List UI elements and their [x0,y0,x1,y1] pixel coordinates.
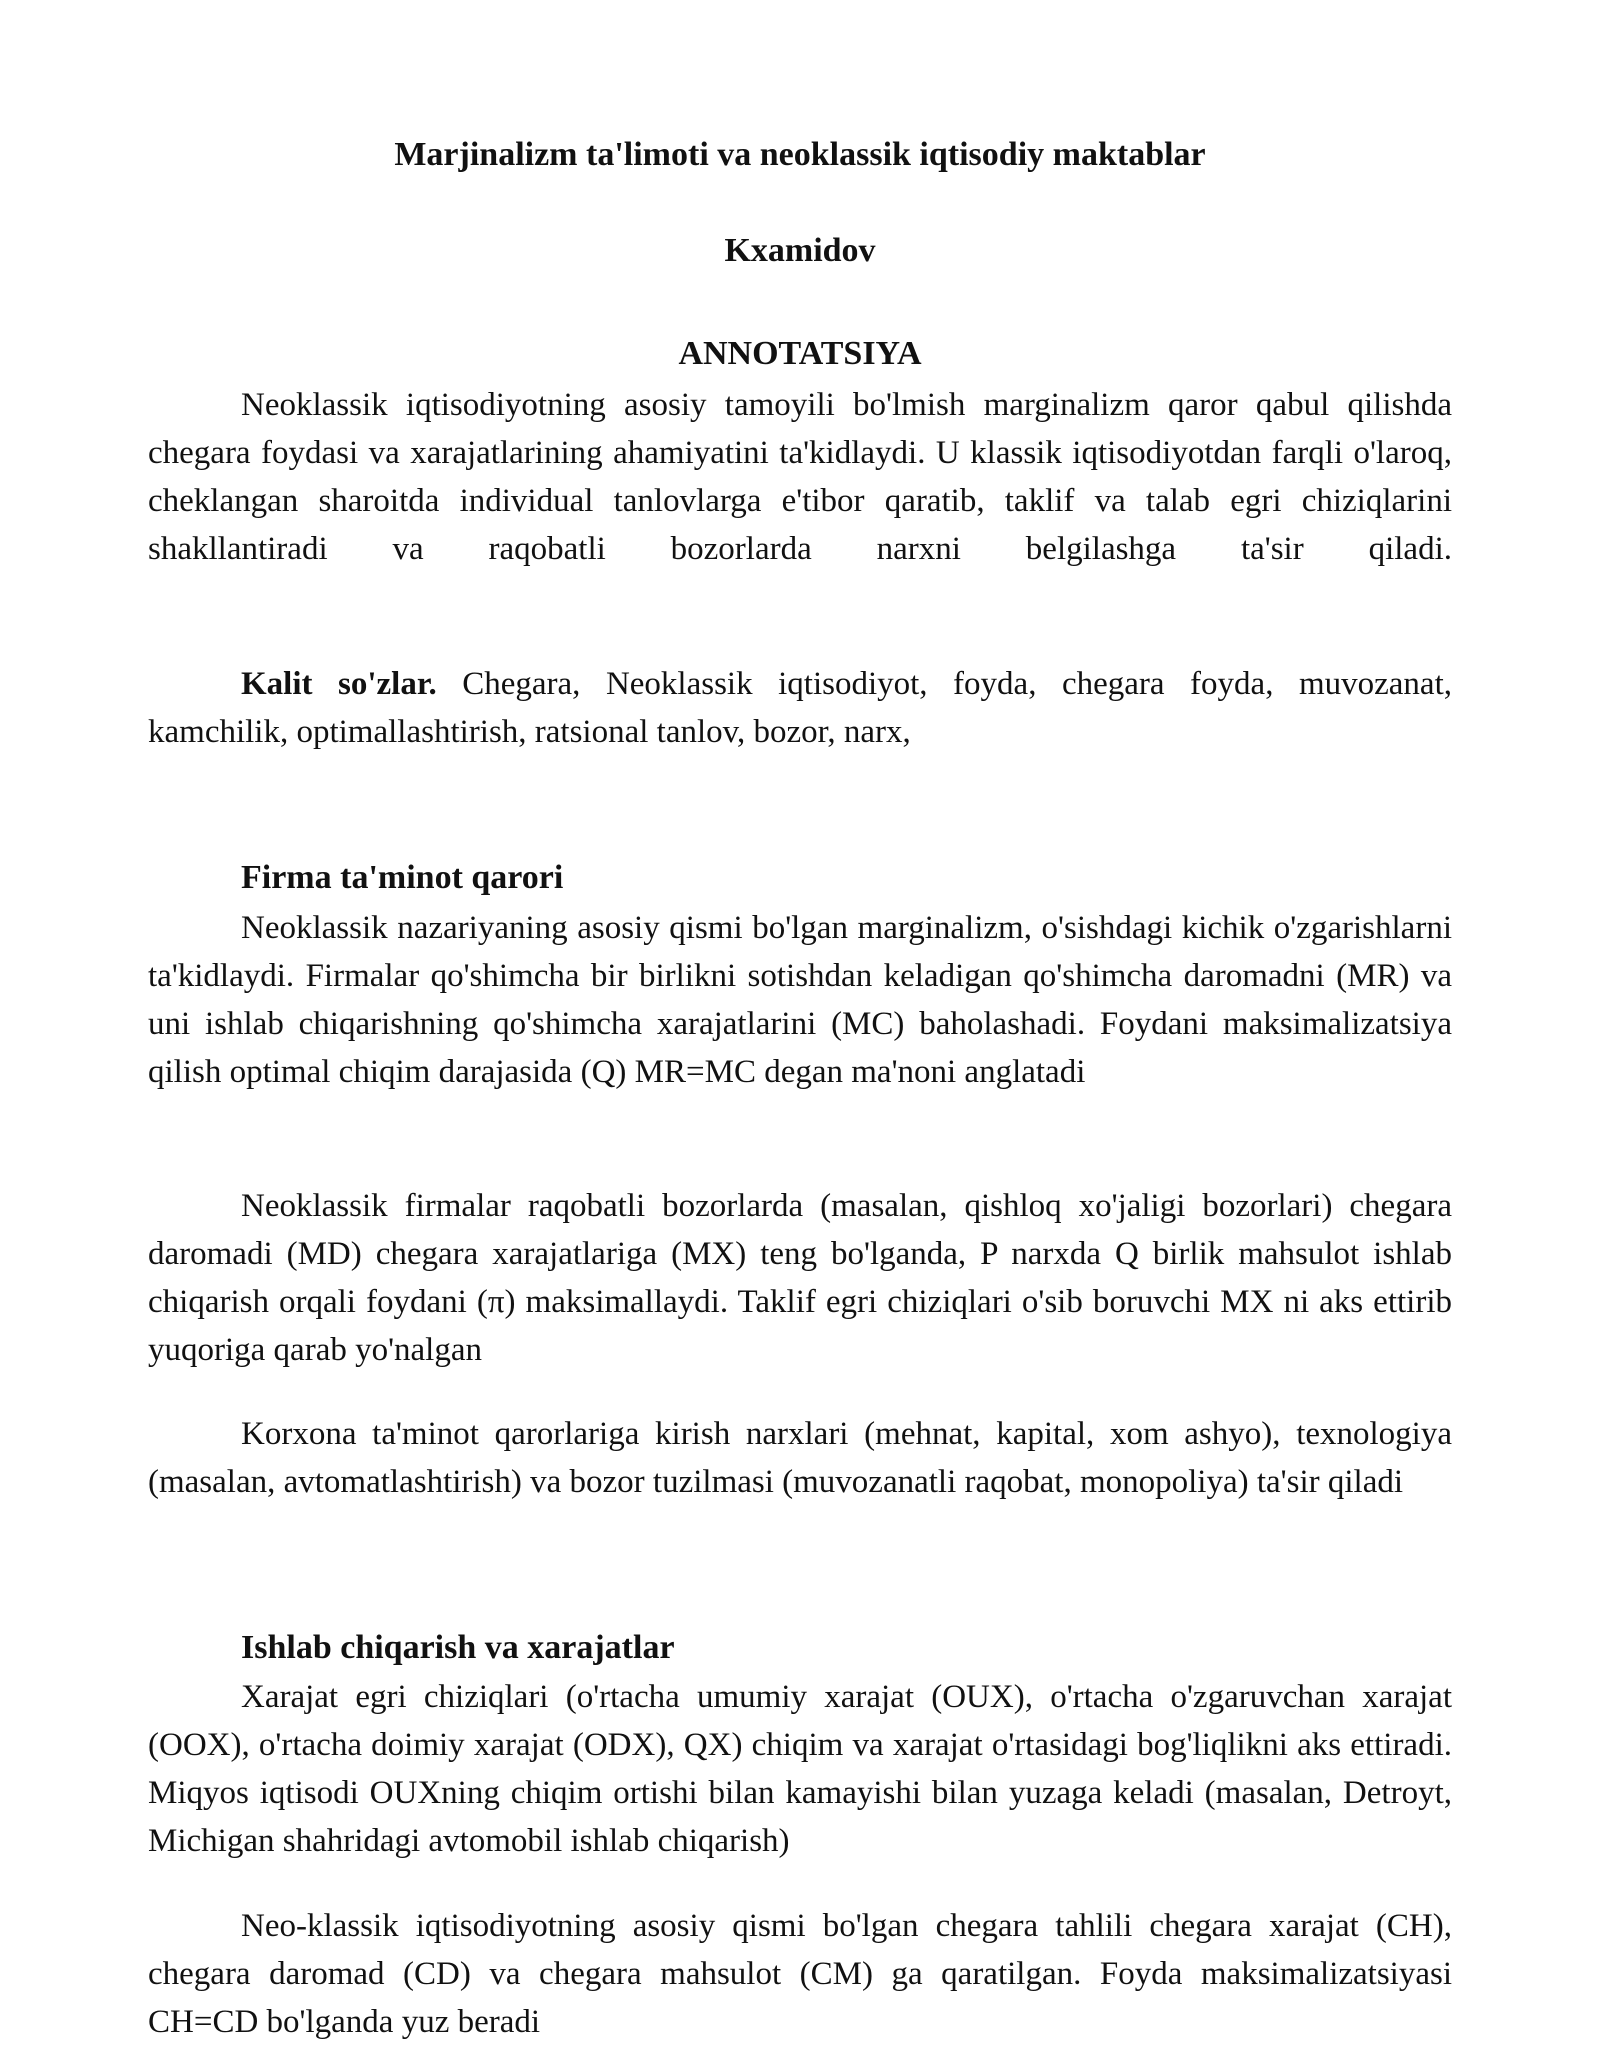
keywords-text: Chegara, Neoklassik iqtisodiyot, foyda, chegara foyda, muvozanat, kamchilik, optimallashtirish, ratsional tanlov, bozor, narx, [148,666,1452,750]
document-title: Marjinalizm ta'limoti va neoklassik iqtisodiy maktablar [394,136,1206,173]
keywords-paragraph [148,660,1452,756]
section-paragraph: Xarajat egri chiziqlari (o'rtacha umumiy xarajat (OUX), o'rtacha o'zgaruvchan xarajat (OOX), o'rtacha doimiy xarajat (ODX), QX) chiqim va xarajat o'rtasidagi bog'liqlikni aks ettiradi. Miqyos iqtisodi OUXning chiqim ortishi bilan kamayishi bilan yuzaga keladi (masalan, Detroyt, Michigan shahridagi avtomobil ishlab chiqarish) [148,1679,1452,1859]
section-paragraph: Neoklassik firmalar raqobatli bozorlarda (masalan, qishloq xo'jaligi bozorlari) chegara daromadi (MD) chegara xarajatlariga (MX) teng bo'lganda, P narxda Q birlik mahsulot ishlab chiqarish orqali foydani (π) maksimallaydi. Taklif egri chiziqlari o'sib boruvchi MX ni aks ettirib yuqoriga qarab yo'nalgan [148,1188,1452,1368]
section-paragraph: Korxona ta'minot qarorlariga kirish narxlari (mehnat, kapital, xom ashyo), texnologiya (masalan, avtomatlashtirish) va bozor tuzilmasi (muvozanatli raqobat, monopoliya) ta'sir qiladi [148,1416,1452,1500]
section-heading-ishlab: Ishlab chiqarish va xarajatlar [241,1629,675,1666]
section-paragraph: Neo-klassik iqtisodiyotning asosiy qismi bo'lgan chegara tahlili chegara xarajat (CH), chegara daromad (CD) va chegara mahsulot (CM) ga qaratilgan. Foyda maksimalizatsiyasi CH=CD bo'lganda yuz beradi [148,1908,1452,2040]
keywords-label: Kalit so'zlar. [241,666,437,702]
section-heading-firma: Firma ta'minot qarori [241,859,564,896]
section-paragraph: Neoklassik nazariyaning asosiy qismi bo'lgan marginalizm, o'sishdagi kichik o'zgarishlarni ta'kidlaydi. Firmalar qo'shimcha bir birlikni sotishdan keladigan qo'shimcha daromadni (MR) va uni ishlab chiqarishning qo'shimcha xarajatlarini (MC) baholashadi. Foydani maksimalizatsiya qilish optimal chiqim darajasida (Q) MR=MC degan ma'noni anglatadi [148,910,1452,1090]
annotation-paragraph: Neoklassik iqtisodiyotning asosiy tamoyili bo'lmish marginalizm qaror qabul qilishda chegara foydasi va xarajatlarining ahamiyatini ta'kidlaydi. U klassik iqtisodiyotdan farqli o'laroq, cheklangan sharoitda individual tanlovlarga e'tibor qaratib, taklif va talab egri chiziqlarini shakllantiradi va raqobatli bozorlarda narxni belgilashga ta'sir qiladi. [148,387,1452,567]
annotation-heading: ANNOTATSIYA [678,335,922,372]
document-author: Kxamidov [724,232,876,269]
